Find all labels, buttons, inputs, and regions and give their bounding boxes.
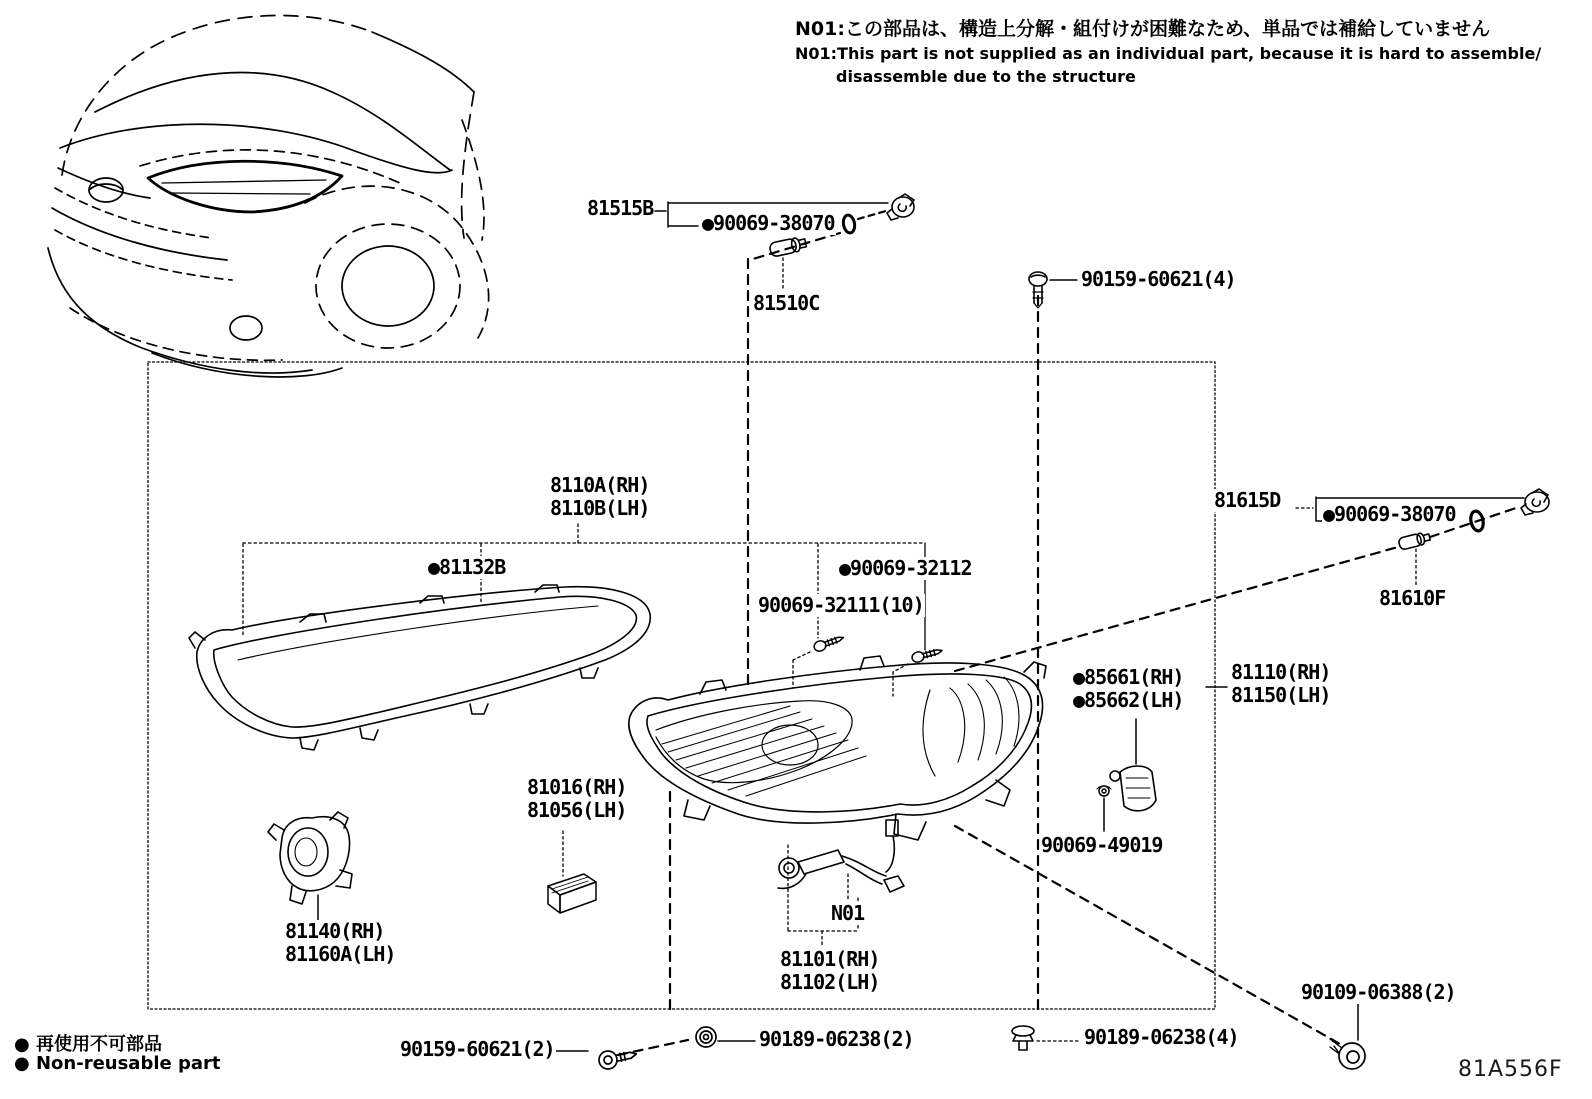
callout-90159-60621-2[interactable]: 90159-60621(2) [400, 1037, 555, 1061]
callout-81016-81056[interactable]: 81016(RH) 81056(LH) [527, 775, 627, 822]
callout-90069-49019[interactable]: 90069-49019 [1041, 833, 1163, 857]
callout-90189-06238-2[interactable]: 90189-06238(2) [759, 1027, 914, 1051]
note-en-line1: N01:This part is not supplied as an individual part, because it is hard to assemble/ [795, 44, 1542, 63]
callout-81101-81102[interactable]: 81101(RH) 81102(LH) [780, 947, 880, 994]
harness-drawing [778, 820, 904, 892]
figure-code: 81A556F [1458, 1057, 1563, 1082]
clip-icon [1012, 1026, 1034, 1050]
callout-90109-06388-2[interactable]: 90109-06388(2) [1301, 980, 1456, 1004]
module-drawing [548, 874, 596, 913]
bulb-socket-icon [1521, 489, 1549, 515]
assembly-box-border [148, 362, 1215, 1009]
screw-icon [911, 646, 944, 664]
callout-81110-81150[interactable]: 81110(RH) 81150(LH) [1231, 660, 1331, 707]
bulb-icon [1398, 531, 1431, 550]
callout-81610F[interactable]: 81610F [1379, 586, 1446, 610]
dashed-assembly-lines [618, 211, 1516, 1055]
legend-non-reusable-en: ● Non-reusable part [14, 1053, 221, 1074]
projector-unit-drawing [268, 812, 352, 904]
legend-non-reusable-jp: ● 再使用不可部品 [14, 1034, 162, 1055]
note-jp: N01:この部品は、構造上分解・組付けが困難なため、単品では補給していません [795, 18, 1491, 40]
solid-leader-lines [318, 202, 1524, 1051]
screw-icon [597, 1045, 638, 1071]
car-sketch [48, 15, 489, 376]
callout-8110A-8110B[interactable]: 8110A(RH) 8110B(LH) [550, 473, 650, 520]
callout-90069-32111-10[interactable]: 90069-32111(10) [758, 593, 924, 617]
callout-85661-85662[interactable]: ●85661(RH) ●85662(LH) [1073, 665, 1184, 712]
callout-81132B[interactable]: ●81132B [428, 555, 506, 579]
leveling-motor-drawing [1110, 766, 1156, 811]
callout-90069-38070-top[interactable]: ●90069-38070 [702, 211, 835, 235]
callout-90069-38070-right[interactable]: ●90069-38070 [1323, 502, 1456, 526]
bolt-icon [1330, 1039, 1365, 1069]
housing-drawing [629, 656, 1046, 840]
callout-81510C[interactable]: 81510C [753, 291, 820, 315]
callout-81140-81160A[interactable]: 81140(RH) 81160A(LH) [285, 919, 396, 966]
callout-N01[interactable]: N01 [831, 901, 865, 925]
grommet-icon [696, 1027, 716, 1047]
callout-81515B[interactable]: 81515B [587, 196, 654, 220]
bulb-socket-icon [887, 194, 914, 220]
callout-90069-32112[interactable]: ●90069-32112 [839, 556, 972, 580]
lens-drawing [189, 585, 650, 750]
callout-81615D[interactable]: 81615D [1214, 488, 1281, 512]
screw-icon [1097, 786, 1111, 796]
screw-icon [813, 633, 846, 653]
callout-90189-06238-4[interactable]: 90189-06238(4) [1084, 1025, 1239, 1049]
callout-90159-60621-4[interactable]: 90159-60621(4) [1081, 267, 1236, 291]
bulb-icon [769, 236, 807, 257]
o-ring-icon [842, 214, 856, 234]
note-en-line2: disassemble due to the structure [836, 67, 1136, 86]
